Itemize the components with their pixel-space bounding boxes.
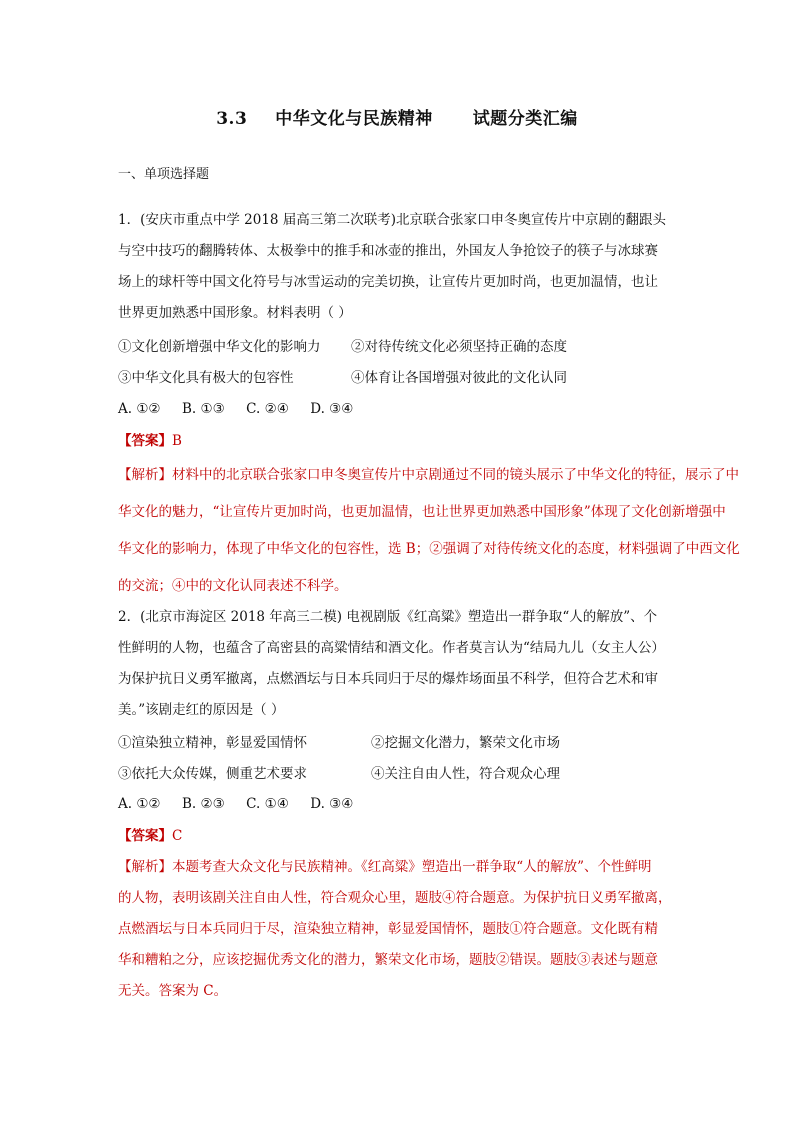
q2-option-3: ③依托大众传媒，侧重艺术要求 — [118, 766, 307, 782]
title-number: 3.3 — [216, 109, 248, 129]
q1-stem-line: 场上的球杆等中国文化符号与冰雪运动的完美切换，让宣传片更加时尚，也更加温情，也让 — [118, 274, 658, 290]
q2-analysis-line: 华和糟粕之分，应该挖掘优秀文化的潜力，繁荣文化市场，题肢②错误。题肢③表述与题意 — [118, 952, 658, 968]
q1-option-3: ③中华文化具有极大的包容性 — [118, 370, 294, 386]
q2-option-1: ①渲染独立精神，彰显爱国情怀 — [118, 735, 307, 751]
q1-option-2: ②对待传统文化必须坚持正确的态度 — [351, 339, 567, 355]
q2-answer — [118, 827, 182, 845]
q2-stem-line: 性鲜明的人物，也蕴含了高密县的高粱情结和酒文化。作者莫言认为“结局九儿（女主人公） — [118, 640, 665, 656]
title-sub: 试题分类汇编 — [472, 109, 578, 129]
q1-analysis-line: 华文化的魅力，“让宣传片更加时尚，也更加温情，也让世界更加熟悉中国形象”体现了文化创新增强中 — [118, 504, 726, 520]
answer-value: B — [172, 433, 182, 449]
q1-option-4: ④体育让各国增强对彼此的文化认同 — [351, 370, 567, 386]
q2-analysis-line: 点燃酒坛与日本兵同归于尽，渲染独立精神，彰显爱国情怀，题肢①符合题意。文化既有精 — [118, 921, 658, 937]
page-title — [0, 104, 794, 129]
q2-analysis-line: 的人物，表明该剧关注自由人性，符合观众心里，题肢④符合题意。为保护抗日义勇军撤离， — [118, 890, 672, 906]
q2-option-2: ②挖掘文化潜力，繁荣文化市场 — [371, 735, 560, 751]
q1-option-1: ①文化创新增强中华文化的影响力 — [118, 339, 321, 355]
q2-option-4: ④关注自由人性，符合观众心理 — [371, 766, 560, 782]
q2-analysis-line: 【解析】本题考查大众文化与民族精神。《红高粱》塑造出一群争取“人的解放”、个性鲜明 — [118, 859, 652, 875]
q2-stem-line: 为保护抗日义勇军撤离，点燃酒坛与日本兵同归于尽的爆炸场面虽不科学，但符合艺术和审 — [118, 671, 658, 687]
q2-choices: A. ①② B. ②③ C. ①④ D. ③④ — [118, 796, 354, 812]
q1-analysis-line: 的交流；④中的文化认同表述不科学。 — [118, 578, 348, 594]
q1-answer — [118, 432, 182, 450]
q1-stem-line: 与空中技巧的翻腾转体、太极拳中的推手和冰壶的推出，外国友人争抢饺子的筷子与冰球赛 — [118, 243, 658, 259]
answer-label: 【答案】 — [118, 828, 172, 844]
q1-analysis-line: 华文化的影响力，体现了中华文化的包容性，选 B；②强调了对待传统文化的态度，材料强调了中西文化 — [118, 541, 740, 557]
q2-stem-line: 2．(北京市海淀区 2018 年高三二模) 电视剧版《红高粱》塑造出一群争取“人的解放”、个 — [118, 609, 658, 625]
q1-stem-line: 世界更加熟悉中国形象。材料表明（ ） — [118, 305, 352, 321]
section-heading: 一、单项选择题 — [118, 167, 210, 182]
q1-stem-line: 1．(安庆市重点中学 2018 届高三第二次联考)北京联合张家口申冬奥宣传片中京剧的翻跟头 — [118, 212, 667, 228]
title-main: 中华文化与民族精神 — [275, 109, 433, 129]
q1-choices: A. ①② B. ①③ C. ②④ D. ③④ — [118, 401, 354, 417]
q1-analysis-line: 【解析】材料中的北京联合张家口申冬奥宣传片中京剧通过不同的镜头展示了中华文化的特征，展示了中 — [118, 467, 739, 483]
answer-label: 【答案】 — [118, 433, 172, 449]
answer-value: C — [172, 828, 183, 844]
q2-stem-line: 美。”该剧走红的原因是（ ） — [118, 702, 285, 718]
q2-analysis-line: 无关。答案为 C。 — [118, 983, 228, 999]
